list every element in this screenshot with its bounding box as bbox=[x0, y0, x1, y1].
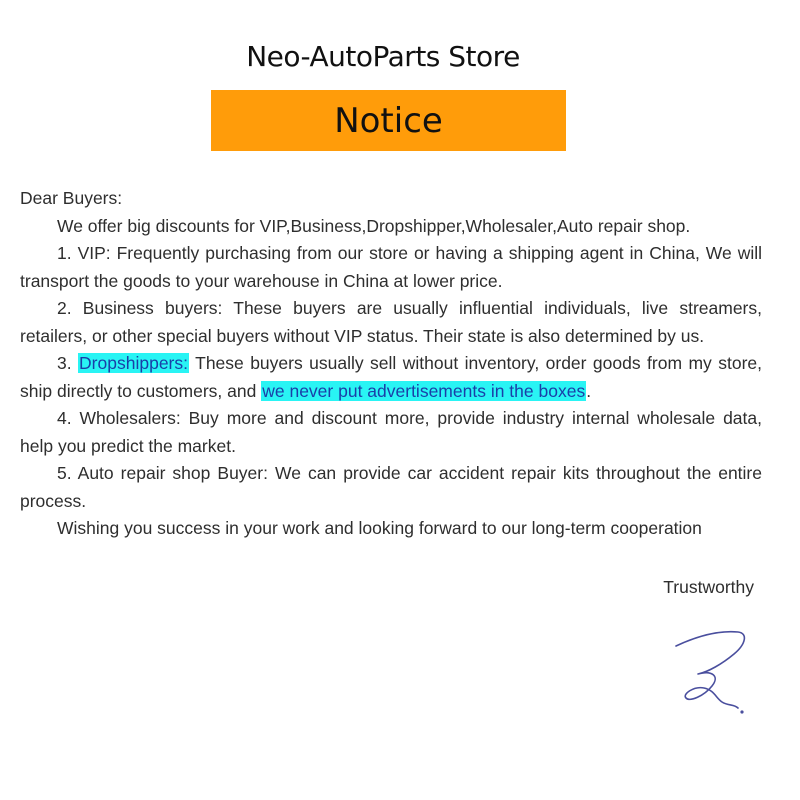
letter-item-wholesalers: 4. Wholesalers: Buy more and discount more, provide industry internal wholesale data, help you predict the market. bbox=[20, 408, 762, 456]
handwritten-signature-icon bbox=[668, 624, 758, 719]
letter-body bbox=[20, 185, 762, 543]
letter-intro: We offer big discounts for VIP,Business,Dropshipper,Wholesaler,Auto repair shop. bbox=[57, 215, 691, 236]
letter-item-dropshippers bbox=[20, 350, 762, 405]
dropshipper-text: These buyers usually sell without inventory, order goods from my store, ship directly to customers, and bbox=[20, 353, 762, 401]
letter-item-vip: 1. VIP: Frequently purchasing from our store or having a shipping agent in China, We will transport the goods to your warehouse in China at lower price. bbox=[20, 243, 762, 291]
highlight-no-advertisements: we never put advertisements in the boxes bbox=[262, 380, 586, 401]
letter-closing: Wishing you success in your work and looking forward to our long-term cooperation bbox=[57, 518, 702, 538]
notice-banner bbox=[211, 90, 566, 151]
signoff-name: Trustworthy bbox=[663, 577, 754, 597]
item-number: 3. bbox=[57, 353, 72, 373]
notice-label: Notice bbox=[334, 100, 443, 141]
store-title: Neo-AutoParts Store bbox=[246, 40, 520, 73]
letter-item-business: 2. Business buyers: These buyers are usually influential individuals, live streamers, retailers, or other special buyers without VIP status. Their state is also determined by us. bbox=[20, 298, 762, 346]
highlight-dropshippers: Dropshippers: bbox=[79, 353, 188, 373]
dropshipper-period: . bbox=[586, 380, 592, 401]
letter-item-repair-shop: 5. Auto repair shop Buyer: We can provide car accident repair kits throughout the entire process. bbox=[20, 463, 762, 511]
letter-greeting: Dear Buyers: bbox=[20, 188, 123, 208]
